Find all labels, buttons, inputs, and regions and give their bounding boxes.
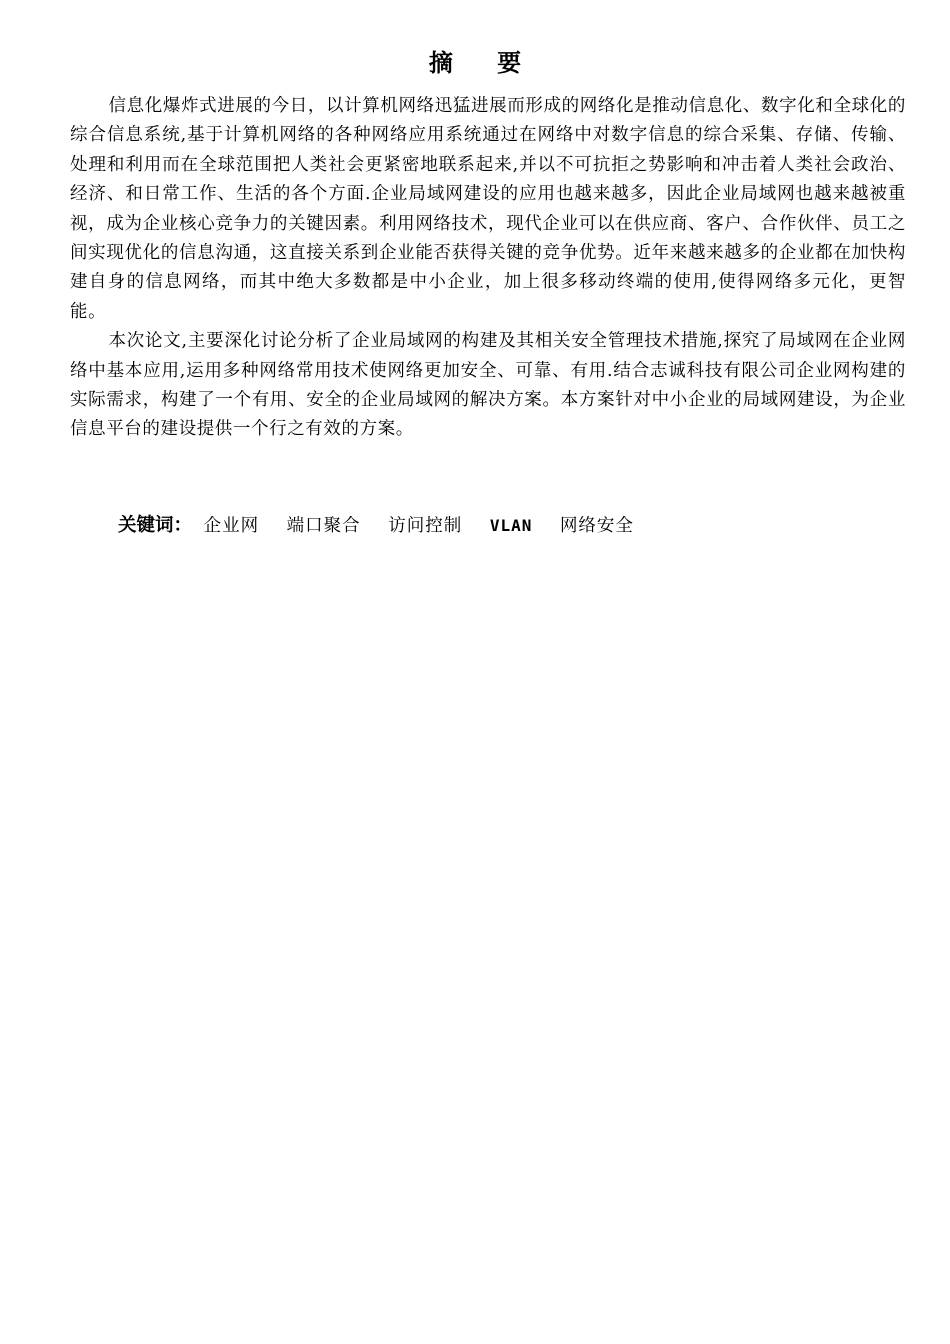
abstract-body [70, 92, 906, 445]
keyword-item: 企业网 [203, 516, 260, 536]
keyword-item: 访问控制 [388, 516, 463, 536]
keyword-item: VLAN [489, 516, 533, 535]
keywords-line [118, 512, 656, 540]
abstract-paragraph-1: 信息化爆炸式进展的今日，以计算机网络迅猛进展而形成的网络化是推动信息化、数字化和全球化的综合信息系统,基于计算机网络的各种网络应用系统通过在网络中对数字信息的综合采集、存储、传输、处理和利用而在全球范围把人类社会更紧密地联系起来,并以不可抗拒之势影响和冲击着人类社会政治、经济、和日常工作、生活的各个方面.企业局域网建设的应用也越来越多，因此企业局域网也越来越被重视，成为企业核心竞争力的关键因素。利用网络技术，现代企业可以在供应商、客户、合作伙伴、员工之间实现优化的信息沟通，这直接关系到企业能否获得关键的竞争优势。近年来越来越多的企业都在加快构建自身的信息网络，而其中绝大多数都是中小企业，加上很多移动终端的使用,使得网络多元化，更智能。 [70, 96, 906, 322]
keyword-item: 端口聚合 [286, 516, 361, 536]
abstract-title: 摘 要 [428, 48, 540, 77]
keyword-item: 网络安全 [559, 516, 634, 536]
abstract-paragraph-2: 本次论文,主要深化讨论分析了企业局域网的构建及其相关安全管理技术措施,探究了局域网在企业网络中基本应用,运用多种网络常用技术使网络更加安全、可靠、有用.结合志诚科技有限公司企业网构建的实际需求，构建了一个有用、安全的企业局域网的解决方案。本方案针对中小企业的局域网建设，为企业信息平台的建设提供一个行之有效的方案。 [70, 331, 906, 440]
keywords-label: 关键词： [118, 515, 193, 536]
